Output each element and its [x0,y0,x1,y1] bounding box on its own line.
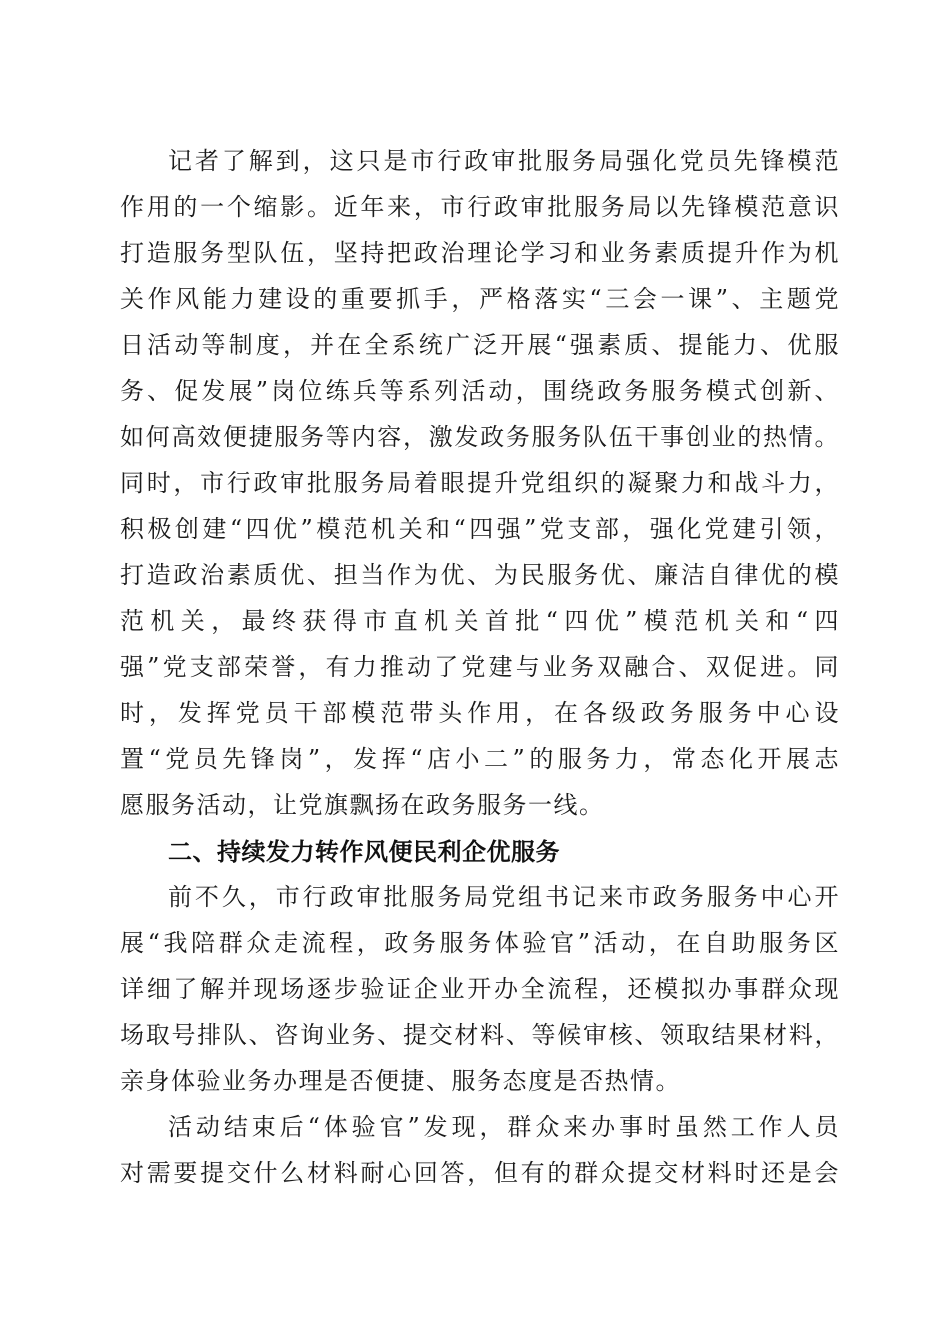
paragraph-1-line-15: 愿服务活动，让党旗飘扬在政务服务一线。 [120,791,605,819]
paragraph-2-line-1: 前不久，市行政审批服务局党组书记来市政务服务中心开 [168,883,840,911]
paragraph-1-line-9: 积极创建“四优”模范机关和“四强”党支部，强化党建引领， [120,515,840,543]
paragraph-1-line-13: 时，发挥党员干部模范带头作用，在各级政务服务中心设 [120,699,840,727]
paragraph-1-line-10: 打造政治素质优、担当作为优、为民服务优、廉洁自律优的模 [120,561,840,589]
paragraph-1-line-8: 同时，市行政审批服务局着眼提升党组织的凝聚力和战斗力， [120,469,840,497]
paragraph-2-line-3: 详细了解并现场逐步验证企业开办全流程，还模拟办事群众现 [120,975,840,1003]
paragraph-1-line-1: 记者了解到，这只是市行政审批服务局强化党员先锋模范 [168,147,840,175]
paragraph-2-line-4: 场取号排队、咨询业务、提交材料、等候审核、领取结果材料， [120,1021,840,1049]
paragraph-1-line-4: 关作风能力建设的重要抓手，严格落实“三会一课”、主题党 [120,285,840,313]
paragraph-1-line-12: 强”党支部荣誉，有力推动了党建与业务双融合、双促进。同 [120,653,840,681]
paragraph-1-line-7: 如何高效便捷服务等内容，激发政务服务队伍干事创业的热情。 [120,423,840,451]
paragraph-1-line-14: 置“党员先锋岗”，发挥“店小二”的服务力，常态化开展志 [120,745,840,773]
paragraph-3-line-1: 活动结束后“体验官”发现，群众来办事时虽然工作人员 [168,1113,840,1141]
paragraph-1-line-3: 打造服务型队伍，坚持把政治理论学习和业务素质提升作为机 [120,239,840,267]
section-heading: 二、持续发力转作风便民利企优服务 [168,838,560,866]
paragraph-2-line-2: 展“我陪群众走流程，政务服务体验官”活动，在自助服务区 [120,929,840,957]
paragraph-1-line-2: 作用的一个缩影。近年来，市行政审批服务局以先锋模范意识 [120,193,840,221]
paragraph-1-line-5: 日活动等制度，并在全系统广泛开展“强素质、提能力、优服 [120,331,840,359]
paragraph-2-line-5: 亲身体验业务办理是否便捷、服务态度是否热情。 [120,1067,681,1095]
paragraph-1-line-11: 范机关，最终获得市直机关首批“四优”模范机关和“四 [120,607,840,635]
paragraph-3-line-2: 对需要提交什么材料耐心回答，但有的群众提交材料时还是会 [120,1159,840,1187]
paragraph-1-line-6: 务、促发展”岗位练兵等系列活动，围绕政务服务模式创新、 [120,377,840,405]
